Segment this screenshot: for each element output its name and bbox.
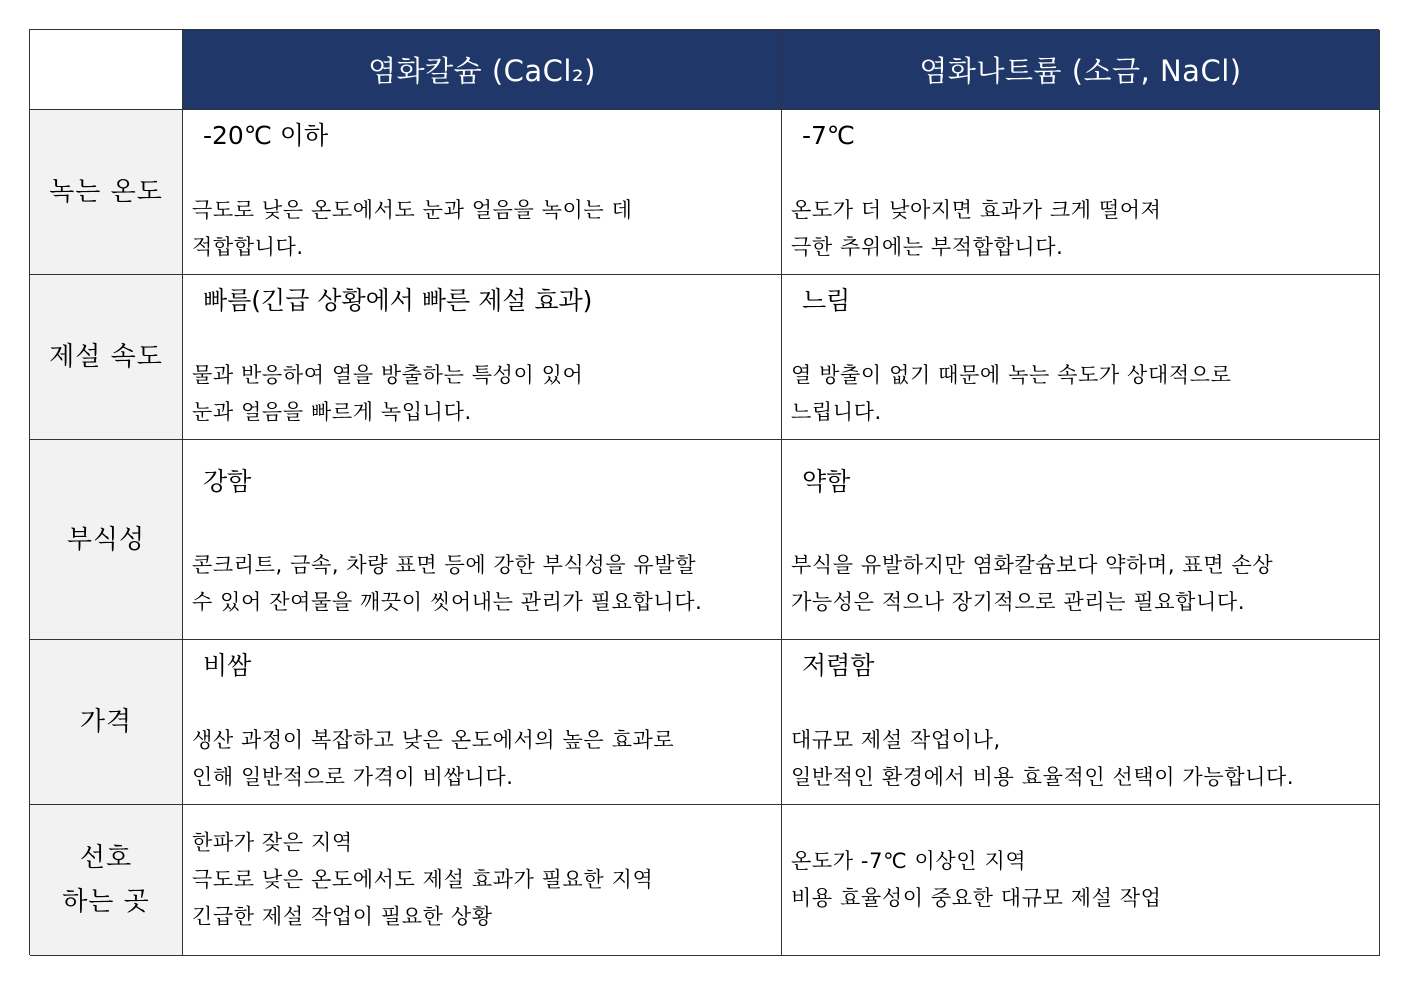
- desc-line: 생산 과정이 복잡하고 낮은 온도에서의 높은 효과로: [192, 728, 675, 752]
- cell-description: [192, 192, 632, 266]
- desc-line: 수 있어 잔여물을 깨끗이 씻어내는 관리가 필요합니다.: [192, 590, 703, 614]
- desc-line: 부식을 유발하지만 염화칼슘보다 약하며, 표면 손상: [791, 553, 1274, 577]
- cell-lines: [192, 825, 653, 936]
- cell-description: [791, 547, 1273, 621]
- cell-nacl-corrosiveness: [782, 440, 1380, 640]
- list-line: 극도로 낮은 온도에서도 제설 효과가 필요한 지역: [192, 867, 654, 892]
- header-cacl2: 염화칼슘 (CaCl₂): [183, 30, 782, 110]
- desc-line: 일반적인 환경에서 비용 효율적인 선택이 가능합니다.: [791, 765, 1295, 789]
- row-label-preferred-place: [30, 805, 183, 956]
- cell-title: 비쌈: [203, 651, 252, 680]
- cell-description: [192, 722, 674, 796]
- desc-line: 눈과 얼음을 빠르게 녹입니다.: [192, 400, 472, 424]
- desc-line: 극한 추위에는 부적합합니다.: [791, 235, 1064, 259]
- cell-cacl2-corrosiveness: [183, 440, 782, 640]
- row-label-text: 부식성: [66, 524, 146, 555]
- cell-description: [192, 357, 583, 431]
- desc-line: 콘크리트, 금속, 차량 표면 등에 강한 부식성을 유발할: [192, 553, 697, 577]
- corner-cell: [30, 30, 183, 110]
- row-label-text: 제설 속도: [49, 342, 163, 372]
- cell-title: 약함: [802, 467, 851, 496]
- list-line: 긴급한 제설 작업이 필요한 상황: [192, 904, 493, 929]
- cell-lines: [791, 843, 1162, 917]
- list-line: 비용 효율성이 중요한 대규모 제설 작업: [791, 886, 1162, 910]
- cell-title: -20℃ 이하: [203, 121, 329, 150]
- cell-cacl2-price: [183, 640, 782, 805]
- cell-description: [192, 547, 702, 621]
- desc-line: 적합합니다.: [192, 235, 304, 259]
- desc-line: 온도가 더 낮아지면 효과가 크게 떨어져: [791, 198, 1162, 222]
- desc-line: 가능성은 적으나 장기적으로 관리는 필요합니다.: [791, 590, 1246, 614]
- cell-nacl-deicing-speed: [782, 275, 1380, 440]
- desc-line: 열 방출이 없기 때문에 녹는 속도가 상대적으로: [791, 363, 1232, 387]
- cell-cacl2-deicing-speed: [183, 275, 782, 440]
- row-label-deicing-speed: [30, 275, 183, 440]
- cell-title: 저렴함: [802, 651, 875, 680]
- desc-line: 대규모 제설 작업이나,: [791, 728, 1001, 752]
- cell-nacl-preferred-place: [782, 805, 1380, 956]
- cell-description: [791, 192, 1162, 266]
- cell-title: 빠름(긴급 상황에서 빠른 제설 효과): [203, 286, 593, 315]
- cell-title: -7℃: [802, 121, 856, 150]
- desc-line: 극도로 낮은 온도에서도 눈과 얼음을 녹이는 데: [192, 198, 633, 222]
- row-label-text: 하는 곳: [62, 887, 150, 917]
- cell-nacl-melting-temp: [782, 110, 1380, 275]
- row-label-price: [30, 640, 183, 805]
- comparison-table: [29, 29, 1379, 955]
- list-line: 한파가 잦은 지역: [192, 830, 353, 855]
- row-label-text: 녹는 온도: [49, 177, 163, 207]
- cell-description: [791, 722, 1294, 796]
- row-label-text: 선호: [79, 843, 133, 873]
- desc-line: 인해 일반적으로 가격이 비쌉니다.: [192, 765, 514, 789]
- row-label-text: 가격: [79, 707, 133, 737]
- cell-description: [791, 357, 1231, 431]
- cell-cacl2-melting-temp: [183, 110, 782, 275]
- row-label-corrosiveness: [30, 440, 183, 640]
- cell-nacl-price: [782, 640, 1380, 805]
- cell-title: 느림: [802, 286, 851, 315]
- row-label-melting-temp: [30, 110, 183, 275]
- list-line: 온도가 -7℃ 이상인 지역: [791, 849, 1027, 873]
- desc-line: 느립니다.: [791, 400, 882, 424]
- cell-title: 강함: [203, 467, 252, 496]
- header-nacl: 염화나트륨 (소금, NaCl): [782, 30, 1380, 110]
- cell-cacl2-preferred-place: [183, 805, 782, 956]
- desc-line: 물과 반응하여 열을 방출하는 특성이 있어: [192, 363, 584, 387]
